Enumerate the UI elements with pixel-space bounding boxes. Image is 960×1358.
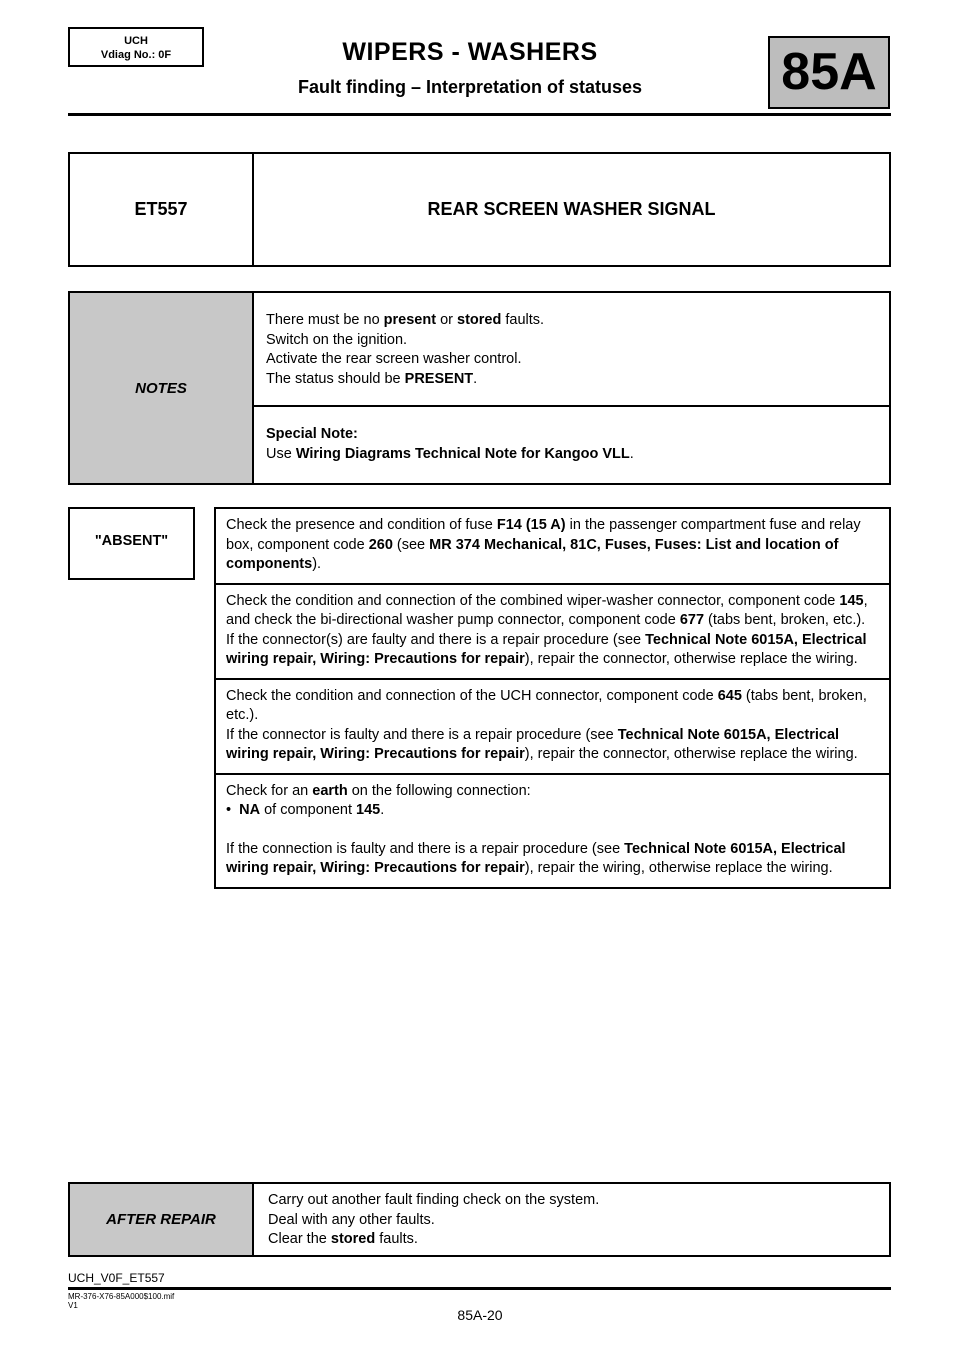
section-code-badge: 85A	[768, 36, 890, 109]
notes-content	[254, 293, 889, 483]
page-number: 85A-20	[457, 1307, 503, 1323]
bullet-item: • NA of component 145.	[226, 802, 385, 818]
after-repair-line: Deal with any other faults.	[268, 1211, 435, 1228]
check-step-fuse: Check the presence and condition of fuse F14 (15 A) in the passenger compartment fuse and relay box, component code 260 (see MR 374 Mechanical, 81C, Fuses, Fuses: List and location of components).	[226, 517, 861, 572]
page-title: WIPERS - WASHERS	[342, 38, 598, 66]
status-header-box	[68, 152, 891, 267]
after-repair-line: Clear the stored faults.	[268, 1231, 418, 1247]
vdiag-badge	[68, 27, 204, 67]
special-note-title: Special Note:	[266, 426, 358, 442]
header-rule	[68, 113, 891, 116]
special-note-text: Use Wiring Diagrams Technical Note for Kangoo VLL.	[266, 445, 634, 462]
status-reference: UCH_V0F_ET557	[68, 1271, 165, 1285]
after-repair-line: Carry out another fault finding check on the system.	[268, 1192, 600, 1208]
special-note	[254, 407, 889, 464]
after-repair-content	[254, 1184, 889, 1255]
file-reference: MR-376-X76-85A000$100.mif V1	[68, 1292, 175, 1310]
uch-label: UCH	[124, 35, 148, 47]
page-subtitle: Fault finding – Interpretation of statuses	[297, 77, 643, 97]
notes-line: There must be no present or stored faults.	[266, 312, 545, 328]
absent-check-list	[214, 507, 891, 889]
after-repair-table	[68, 1182, 891, 1257]
notes-line: Switch on the ignition.	[266, 331, 408, 348]
notes-conditions	[254, 293, 889, 407]
notes-label: NOTES	[70, 293, 254, 483]
notes-line: The status should be PRESENT.	[266, 370, 478, 387]
status-name: REAR SCREEN WASHER SIGNAL	[427, 199, 716, 219]
check-step-uch-connector: Check the condition and connection of the UCH connector, component code 645 (tabs bent, broken, etc.). If the connector is faulty and there is a repair procedure (see Technical Note 6015A, Electrical wiring repair, Wiring: Precautions for repair), repair the connector, otherwise replace the wiring.	[216, 678, 889, 773]
notes-line: Activate the rear screen washer control.	[266, 351, 522, 367]
footer-rule	[68, 1287, 891, 1290]
absent-status-label: "ABSENT"	[68, 507, 195, 580]
after-repair-label: AFTER REPAIR	[70, 1184, 254, 1255]
vdiag-label: Vdiag No.: 0F	[100, 49, 172, 61]
check-step-earth: Check for an earth on the following connection: • NA of component 145. If the connection is faulty and there is a repair procedure (see Technical Note 6015A, Electrical wiring repair, Wiring: Precautions for repair), repair the wiring, otherwise replace the wiring.	[216, 773, 889, 887]
notes-table	[68, 291, 891, 485]
check-step-wiper-connector: Check the condition and connection of the combined wiper-washer connector, component code 145, and check the bi-directional washer pump connector, component code 677 (tabs bent, broken, etc.). If the connector(s) are faulty and there is a repair procedure (see Technical Note 6015A, Electrical wiring repair, Wiring: Precautions for repair), repair the connector, otherwise replace the wiring.	[216, 583, 889, 678]
status-code: ET557	[70, 154, 254, 265]
